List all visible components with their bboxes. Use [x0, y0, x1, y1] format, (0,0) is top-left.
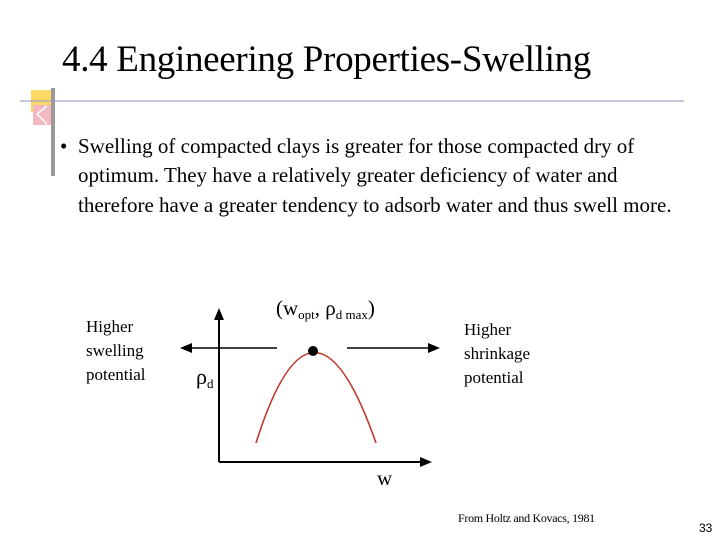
source-citation: From Holtz and Kovacs, 1981 — [458, 511, 595, 525]
y-axis-label — [196, 364, 213, 392]
bullet-text: Swelling of compacted clays is greater for those compacted dry of optimum. They have a relatively greater deficiency of water and therefore have a greater tendency to adsorb water and thus swell more. — [78, 134, 672, 217]
left-side-label: Higher swelling potential — [86, 317, 146, 384]
bullet-marker: • — [60, 134, 68, 158]
y-axis-arrowhead — [214, 308, 224, 320]
right-side-label: Higher shrinkage potential — [464, 320, 531, 387]
wet-side-arrowhead — [428, 343, 440, 353]
y-axis-label-sub: d — [206, 376, 214, 391]
optimum-label-open: (w — [276, 296, 299, 320]
x-axis-arrowhead — [420, 457, 432, 467]
optimum-label-rho-sub: d max — [335, 307, 368, 322]
optimum-label-comma: , ρ — [314, 296, 336, 320]
compaction-curve — [256, 353, 376, 444]
optimum-point — [308, 346, 318, 356]
dry-side-arrowhead — [180, 343, 192, 353]
page-number: 33 — [699, 521, 713, 535]
slide-title: 4.4 Engineering Properties-Swelling — [62, 39, 591, 80]
y-axis-label-symbol: ρ — [196, 364, 207, 389]
optimum-label-w-sub: opt — [298, 307, 315, 322]
optimum-label-close: ) — [367, 296, 375, 320]
optimum-label — [276, 296, 375, 323]
x-axis-label: w — [377, 466, 393, 490]
